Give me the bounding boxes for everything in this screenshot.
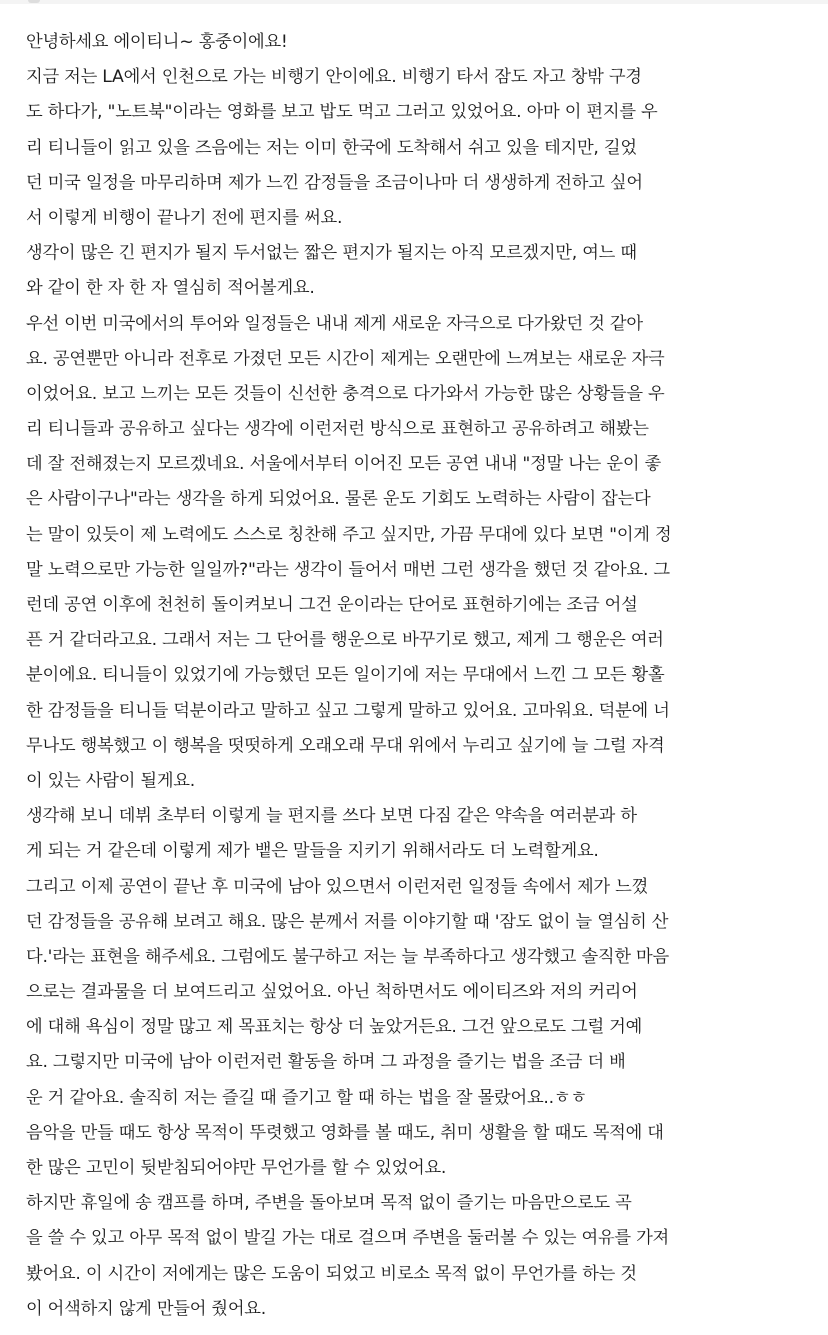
- letter-line: 던 미국 일정을 마무리하며 제가 느낀 감정들을 조금이나마 더 생생하게 전하고 싶어: [26, 172, 643, 193]
- top-edge-mark: [28, 0, 40, 3]
- letter-line: 런데 공연 이후에 천천히 돌이켜보니 그건 운이라는 단어로 표현하기에는 조금 어설: [26, 595, 638, 615]
- letter-line: 분이에요. 티니들이 있었기에 가능했던 모든 일이기에 저는 무대에서 느낀 그 모든 황홀: [26, 665, 665, 686]
- letter-line: 그리고 이제 공연이 끝난 후 미국에 남아 있으면서 이런저런 일정들 속에서 제가 느꼈: [26, 876, 649, 897]
- letter-line: 픈 거 같더라고요. 그래서 저는 그 단어를 행운으로 바꾸기로 했고, 제게 그 행운은 여러: [26, 630, 664, 651]
- letter-line: 리 티니들이 읽고 있을 즈음에는 저는 이미 한국에 도착해서 쉬고 있을 테지만, 길었: [26, 137, 637, 158]
- letter-line: 생각해 보니 데뷔 초부터 이렇게 늘 편지를 쓰다 보면 다짐 같은 약속을 여러분과 하: [26, 806, 637, 827]
- letter-line: 한 많은 고민이 뒷받침되어야만 무언가를 할 수 있었어요.: [26, 1158, 447, 1178]
- letter-line: 도 하다가, "노트북"이라는 영화를 보고 밥도 먹고 그러고 있었어요. 아마 이 편지를 우: [26, 102, 658, 123]
- letter-line: 이 어색하지 않게 만들어 줬어요.: [26, 1298, 266, 1319]
- letter-line: 데 잘 전해졌는지 모르겠네요. 서울에서부터 이어진 모든 공연 내내 "정말 나는 운이 좋: [26, 454, 661, 475]
- letter-body: [26, 25, 826, 1327]
- letter-line: 는 말이 있듯이 제 노력에도 스스로 칭찬해 주고 싶지만, 가끔 무대에 있다 보면 "이게 정: [26, 524, 672, 545]
- letter-line: 게 되는 거 같은데 이렇게 제가 뱉은 말들을 지키기 위해서라도 더 노력할게요.: [26, 841, 599, 862]
- letter-line: 요. 그렇지만 미국에 남아 이런저런 활동을 하며 그 과정을 즐기는 법을 조금 더 배: [26, 1052, 626, 1073]
- letter-line: 무나도 행복했고 이 행복을 떳떳하게 오래오래 무대 위에서 누리고 싶기에 늘 그럴 자격: [26, 735, 665, 756]
- letter-line: 와 같이 한 자 한 자 열심히 적어볼게요.: [26, 278, 315, 299]
- letter-line: 을 쓸 수 있고 아무 목적 없이 발길 가는 대로 걸으며 주변을 둘러볼 수 있는 여유를 가져: [26, 1228, 669, 1249]
- letter-line: 요. 공연뿐만 아니라 전후로 가졌던 모든 시간이 제게는 오랜만에 느껴보는 새로운 자극: [26, 348, 665, 369]
- letter-line: 안녕하세요 에이티니~ 홍중이에요!: [26, 32, 288, 52]
- letter-line: 으로는 결과물을 더 보여드리고 싶었어요. 아닌 척하면서도 에이티즈와 저의 커리어: [26, 982, 638, 1003]
- letter-line: 이 있는 사람이 될게요.: [26, 770, 195, 791]
- letter-line: 다.'라는 표현을 해주세요. 그럼에도 불구하고 저는 늘 부족하다고 생각했고 솔직한 마음: [26, 946, 669, 967]
- letter-line: 지금 저는 LA에서 인천으로 가는 비행기 안이에요. 비행기 타서 잠도 자고 창밖 구경: [26, 67, 642, 88]
- letter-line: 에 대해 욕심이 정말 많고 제 목표치는 항상 더 높았거든요. 그건 앞으로도 그럴 거예: [26, 1017, 643, 1038]
- letter-line: 운 거 같아요. 솔직히 저는 즐길 때 즐기고 할 때 하는 법을 잘 몰랐어요..ㅎㅎ: [26, 1087, 587, 1108]
- letter-line: 하지만 휴일에 송 캠프를 하며, 주변을 돌아보며 목적 없이 즐기는 마음만으로도 곡: [26, 1193, 632, 1214]
- letter-line: 던 감정들을 공유해 보려고 해요. 많은 분께서 저를 이야기할 때 '잠도 없이 늘 열심히 산: [26, 911, 669, 932]
- letter-line: 우선 이번 미국에서의 투어와 일정들은 내내 제게 새로운 자극으로 다가왔던 것 같아: [26, 313, 643, 334]
- letter-line: 말 노력으로만 가능한 일일까?"라는 생각이 들어서 매번 그런 생각을 했던 것 같아요. 그: [26, 559, 670, 580]
- letter-line: 서 이렇게 비행이 끝나기 전에 편지를 써요.: [26, 207, 343, 228]
- letter-line: 봤어요. 이 시간이 저에게는 많은 도움이 되었고 비로소 목적 없이 무언가를 하는 것: [26, 1263, 637, 1284]
- letter-line: 생각이 많은 긴 편지가 될지 두서없는 짧은 편지가 될지는 아직 모르겠지만, 여느 때: [26, 243, 637, 264]
- letter-line: 리 티니들과 공유하고 싶다는 생각에 이런저런 방식으로 표현하고 공유하려고 해봤는: [26, 419, 649, 440]
- letter-line: 은 사람이구나"라는 생각을 하게 되었어요. 물론 운도 기회도 노력하는 사람이 잡는다: [26, 489, 651, 510]
- letter-line: 한 감정들을 티니들 덕분이라고 말하고 싶고 그렇게 말하고 있어요. 고마워요. 덕분에 너: [26, 700, 670, 721]
- letter-line: 이었어요. 보고 느끼는 모든 것들이 신선한 충격으로 다가와서 가능한 많은 상황들을 우: [26, 383, 665, 404]
- letter-line: 음악을 만들 때도 항상 목적이 뚜렷했고 영화를 볼 때도, 취미 생활을 할 때도 목적에 대: [26, 1122, 664, 1143]
- top-edge-strip: [0, 0, 828, 4]
